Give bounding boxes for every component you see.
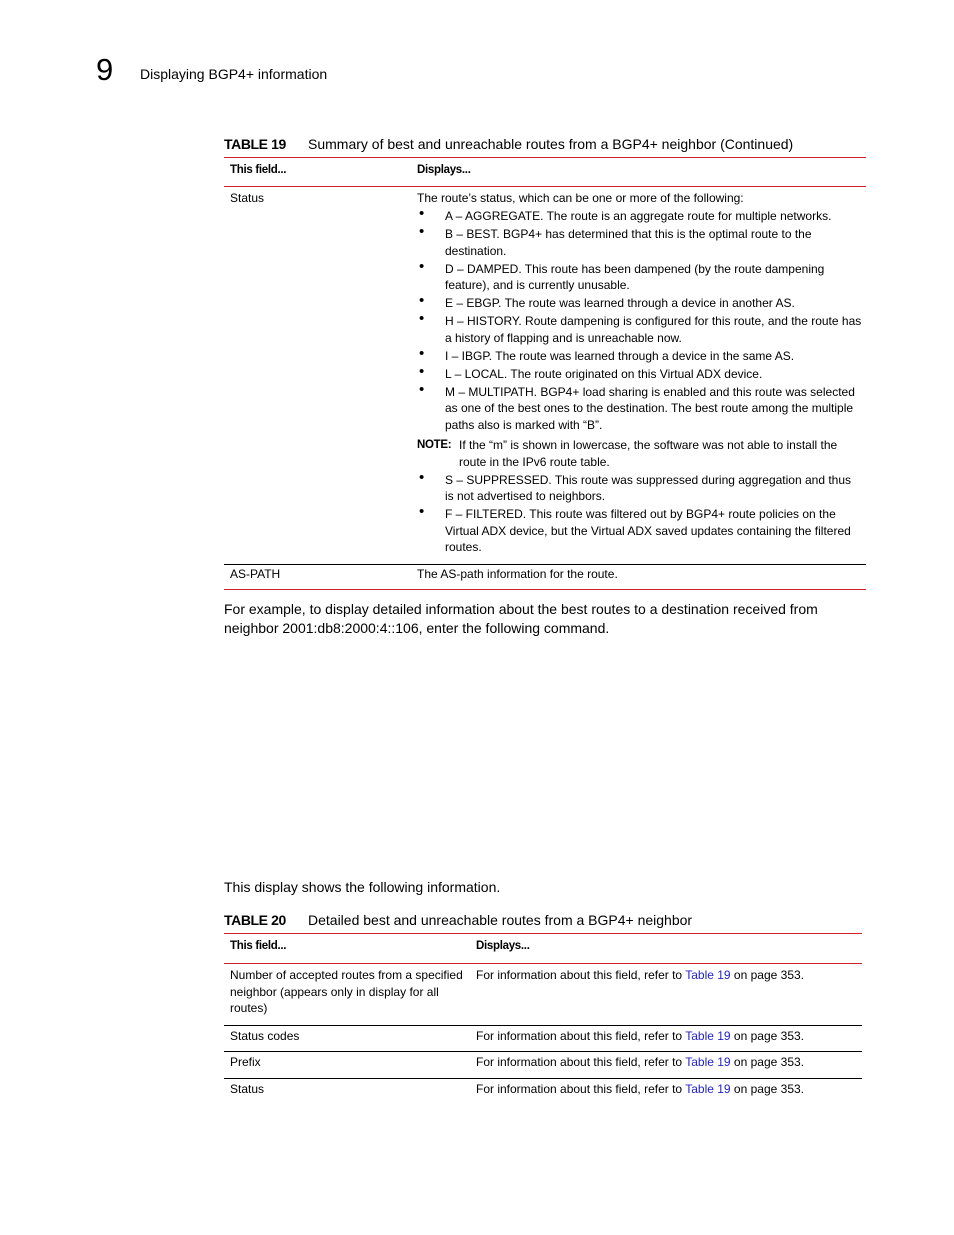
bullet-icon: • bbox=[419, 205, 425, 222]
list-item: • E – EBGP. The route was learned through a device in another AS. bbox=[419, 292, 795, 310]
table19-caption bbox=[224, 135, 793, 153]
chapter-number: 9 bbox=[96, 52, 114, 87]
table20 bbox=[224, 933, 862, 1104]
table20-col-field: This field... bbox=[230, 940, 287, 952]
table19-label: TABLE 19 bbox=[224, 136, 286, 152]
bullet-icon: • bbox=[419, 503, 425, 520]
table20-title: Detailed best and unreachable routes from a BGP4+ neighbor bbox=[308, 912, 693, 928]
bullet-icon: • bbox=[419, 380, 425, 398]
table20-desc: For information about this field, refer to Table 19 on page 353. bbox=[476, 968, 804, 982]
list-item: • D – DAMPED. This route has been dampened (by the route dampening feature), and is currently unusable. bbox=[419, 257, 825, 292]
table20-header bbox=[224, 934, 862, 964]
table19-header bbox=[224, 158, 866, 187]
table20-field: Status codes bbox=[230, 1028, 300, 1043]
table-row bbox=[224, 1026, 862, 1053]
note bbox=[417, 437, 862, 470]
list-item: • L – LOCAL. The route originated on this Virtual ADX device. bbox=[419, 362, 763, 381]
table-row bbox=[224, 1079, 862, 1105]
list-item: • M – MULTIPATH. BGP4+ load sharing is enabled and this route was selected as one of the best ones to the destination. The best route among the multiple paths also is marked with “B”. bbox=[419, 380, 855, 432]
bullet-icon: • bbox=[419, 362, 425, 380]
table19-desc-status bbox=[417, 190, 866, 556]
table-19-link[interactable]: Table 19 bbox=[685, 1055, 731, 1069]
table19 bbox=[224, 157, 866, 590]
status-bullet-list bbox=[417, 205, 862, 433]
table20-col-displays: Displays... bbox=[476, 940, 530, 952]
paragraph-display-info: This display shows the following information. bbox=[224, 879, 501, 895]
status-intro: The route’s status, which can be one or more of the following: bbox=[417, 191, 744, 205]
table20-desc: For information about this field, refer to Table 19 on page 353. bbox=[476, 1055, 804, 1069]
table20-caption bbox=[224, 911, 692, 929]
table19-row-aspath bbox=[224, 565, 866, 591]
table-row bbox=[224, 964, 862, 1026]
list-item: • F – FILTERED. This route was filtered out by BGP4+ route policies on the Virtual ADX device, but the Virtual ADX saved updates containing the filtered routes. bbox=[419, 503, 851, 554]
chapter-title: Displaying BGP4+ information bbox=[140, 66, 328, 82]
bullet-icon: • bbox=[419, 344, 425, 362]
note-label: NOTE: bbox=[417, 439, 452, 451]
table19-desc-aspath: The AS-path information for the route. bbox=[417, 566, 618, 581]
bullet-icon: • bbox=[419, 292, 425, 309]
table19-col-displays: Displays... bbox=[417, 164, 471, 176]
table19-title: Summary of best and unreachable routes from a BGP4+ neighbor (Continued) bbox=[308, 136, 794, 152]
list-item: • S – SUPPRESSED. This route was suppressed during aggregation and thus is not advertised to neighbors. bbox=[419, 468, 852, 503]
table-row bbox=[224, 1052, 862, 1079]
table19-field-status: Status bbox=[230, 191, 265, 205]
table20-field: Prefix bbox=[230, 1055, 261, 1069]
table-19-link[interactable]: Table 19 bbox=[685, 1028, 731, 1043]
list-item: • H – HISTORY. Route dampening is configured for this route, and the route has a history of flapping and is unreachable now. bbox=[419, 310, 862, 345]
table-19-link[interactable]: Table 19 bbox=[685, 968, 731, 982]
table20-field: Number of accepted routes from a specified neighbor (appears only in display for all routes) bbox=[230, 968, 463, 1015]
paragraph-example: For example, to display detailed information about the best routes to a destination received from neighbor 2001:db8:2000:4::106, enter the following command. bbox=[224, 601, 818, 636]
table19-row-status bbox=[224, 187, 866, 565]
list-item: • I – IBGP. The route was learned through a device in the same AS. bbox=[419, 344, 795, 363]
table20-desc: For information about this field, refer to Table 19 on page 353. bbox=[476, 1081, 804, 1096]
bullet-icon: • bbox=[419, 310, 425, 327]
table20-desc: For information about this field, refer to Table 19 on page 353. bbox=[476, 1028, 804, 1043]
note-text: If the “m” is shown in lowercase, the software was not able to install the route in the IPv6 route table. bbox=[459, 438, 838, 469]
table19-col-field: This field... bbox=[230, 164, 287, 176]
status-bullet-list-2 bbox=[417, 468, 862, 556]
list-item: • B – BEST. BGP4+ has determined that this is the optimal route to the destination. bbox=[419, 223, 812, 258]
table19-field-aspath: AS-PATH bbox=[230, 566, 281, 581]
table20-field: Status bbox=[230, 1081, 265, 1096]
table-19-link[interactable]: Table 19 bbox=[685, 1081, 731, 1096]
bullet-icon: • bbox=[419, 468, 425, 486]
bullet-icon: • bbox=[419, 257, 425, 275]
table20-label: TABLE 20 bbox=[224, 912, 286, 928]
list-item: • A – AGGREGATE. The route is an aggregate route for multiple networks. bbox=[419, 205, 832, 223]
bullet-icon: • bbox=[419, 223, 425, 240]
